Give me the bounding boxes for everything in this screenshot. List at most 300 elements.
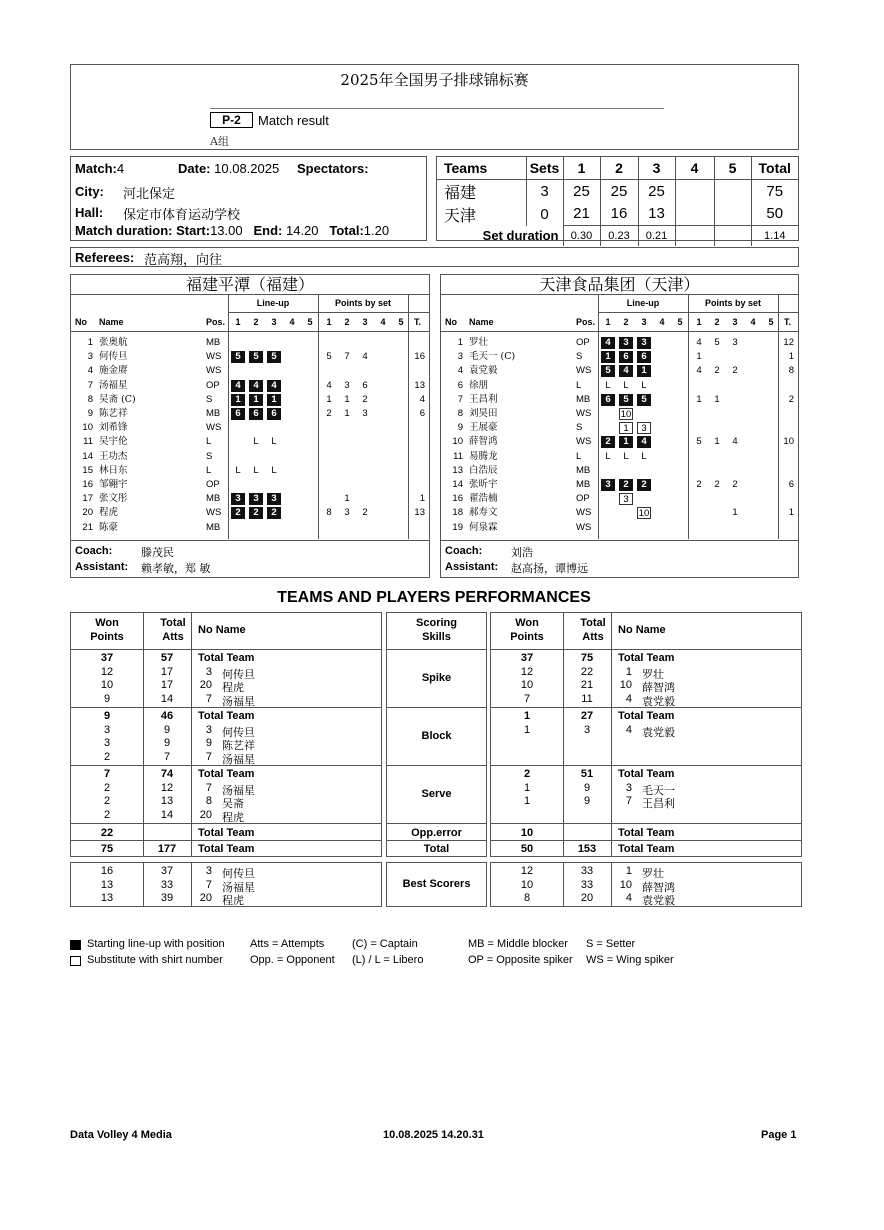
player-name: 程虎 [222, 894, 244, 907]
won-points: 13 [100, 878, 114, 891]
player-number: 20 [199, 892, 212, 904]
player-row [71, 492, 429, 506]
perf-right-box [490, 612, 802, 857]
set-points: 2 [362, 393, 368, 405]
match-number: 4 [116, 161, 125, 176]
set-points: 1 [732, 507, 738, 519]
player-name: 王功杰 [99, 450, 128, 462]
won-points: 12 [520, 665, 534, 678]
player-row [71, 421, 429, 435]
set-duration-1: 0.30 [563, 226, 600, 246]
best-left-box [70, 862, 382, 907]
header-divider [228, 312, 429, 313]
set-points: 1 [714, 393, 720, 405]
player-name: 程虎 [99, 507, 119, 519]
lineup-set-header: 5 [307, 317, 313, 327]
player-number: 3 [457, 351, 463, 363]
total-atts: 17 [160, 679, 174, 691]
skill-name: Spike [421, 672, 452, 684]
player-number: 10 [619, 878, 632, 891]
match-line [75, 161, 124, 176]
starting-position-box: 1 [637, 365, 651, 377]
player-position: WS [576, 436, 592, 448]
player-number: 14 [82, 450, 93, 462]
perf-header-divider [491, 649, 801, 650]
end-value: 14.20 [285, 223, 319, 238]
section-divider [71, 707, 381, 708]
player-row [441, 379, 798, 393]
player-number: 21 [82, 521, 93, 533]
set-points: 2 [362, 507, 368, 519]
won-points: 9 [103, 692, 111, 705]
player-name: 袁党毅 [469, 365, 498, 377]
coach-label: Coach: [75, 545, 113, 557]
total-atts: 11 [581, 692, 593, 705]
score-set1: 25 [563, 179, 600, 203]
set-duration-4 [675, 226, 714, 246]
col-header-name: Name [99, 317, 124, 327]
assistant-label: Assistant: [75, 561, 129, 573]
col-header-total: T. [784, 317, 792, 327]
player-number: 9 [457, 422, 463, 434]
lineup-set-header: 3 [641, 317, 647, 327]
player-number: 16 [452, 493, 463, 505]
set-points: 1 [344, 493, 350, 505]
referees-label: Referees: [75, 250, 135, 265]
player-name: 毛天一 (C) [469, 351, 516, 363]
date-label: Date: [178, 161, 211, 176]
starting-position-box: 4 [637, 436, 651, 448]
player-name: 何泉霖 [469, 521, 498, 533]
lineup-set-header: 4 [659, 317, 665, 327]
match-info-box [70, 156, 427, 241]
starting-position-box: 5 [231, 351, 245, 363]
player-position: MB [206, 493, 221, 505]
player-number: 3 [205, 723, 212, 736]
player-name: 施金赓 [99, 365, 128, 377]
player-position: OP [576, 493, 590, 505]
assistant-names: 赵高扬，谭博远 [511, 562, 588, 575]
total-atts: 37 [160, 865, 174, 877]
won-points: 75 [100, 843, 114, 855]
won-points: 3 [103, 737, 111, 749]
total-team-label: Total Team [198, 843, 255, 855]
col-header-pos: Pos. [206, 317, 226, 327]
player-position: WS [576, 521, 592, 533]
player-name: 薛智鸿 [642, 681, 675, 694]
lineup-set-header: 1 [235, 317, 241, 327]
points-set-header: 5 [398, 317, 404, 327]
player-row [441, 450, 798, 464]
total-atts: 21 [580, 679, 594, 691]
libero-mark: L [253, 436, 259, 448]
total-team-label: Total Team [198, 710, 255, 722]
set-points: 7 [344, 351, 350, 363]
section-divider [491, 840, 801, 841]
col-header-pos: Pos. [576, 317, 596, 327]
won-points: 7 [103, 768, 111, 780]
player-position: OP [206, 479, 220, 490]
player-position: WS [206, 351, 222, 363]
libero-mark: L [271, 464, 277, 476]
score-box [436, 156, 799, 241]
player-name: 翟浩楠 [469, 493, 498, 505]
starting-position-box: 2 [231, 507, 245, 519]
start-label: Start: [176, 223, 211, 238]
player-total-points: 1 [788, 507, 794, 519]
legend-item: Atts = Attempts [250, 938, 325, 950]
perf-divider [191, 863, 192, 906]
lineup-set-header: 4 [289, 317, 295, 327]
roster-header-divider [441, 331, 798, 332]
player-number: 3 [205, 865, 212, 877]
player-name: 何传旦 [222, 725, 255, 739]
perf-header: Won [515, 617, 539, 629]
score-set4 [675, 203, 714, 226]
set-points: 4 [362, 351, 368, 363]
legend-item: WS = Wing spiker [586, 954, 674, 966]
perf-header: Points [90, 631, 124, 643]
player-row [71, 393, 429, 407]
won-points: 37 [100, 652, 114, 664]
player-number: 10 [452, 436, 463, 448]
set-points: 1 [714, 436, 720, 448]
player-number: 9 [205, 737, 212, 749]
score-h-sets: Sets [526, 157, 563, 179]
total-atts: 20 [580, 892, 594, 904]
player-row [441, 421, 798, 435]
total-atts: 3 [583, 723, 591, 736]
skill-name: Block [421, 730, 452, 742]
player-number: 16 [82, 479, 93, 490]
team-b-box [440, 274, 799, 578]
score-h-5: 5 [714, 157, 751, 179]
player-row [441, 393, 798, 407]
player-name: 袁党毅 [642, 894, 675, 907]
player-position: MB [576, 479, 591, 490]
starting-position-box: 6 [231, 408, 245, 420]
score-h-4: 4 [675, 157, 714, 179]
set-points: 3 [732, 337, 738, 348]
player-name: 林日东 [99, 464, 128, 476]
won-points: 8 [523, 892, 531, 904]
player-position: WS [206, 507, 222, 519]
perf-left-box [70, 612, 382, 857]
won-points: 12 [520, 865, 534, 877]
footer-center: 10.08.2025 14.20.31 [383, 1129, 484, 1141]
score-h-3: 3 [638, 157, 675, 179]
player-number: 6 [457, 379, 463, 391]
starting-position-box: 2 [637, 479, 651, 491]
hall-value: 保定市体育运动学校 [123, 208, 241, 223]
score-set2: 25 [600, 179, 638, 203]
won-points: 10 [100, 679, 114, 691]
set-points: 8 [326, 507, 332, 519]
starting-position-box: 2 [619, 479, 633, 491]
total-atts: 9 [583, 781, 591, 794]
player-number: 4 [87, 365, 93, 377]
player-name: 汤福星 [222, 694, 255, 708]
perf-header: Points [510, 631, 544, 643]
player-total-points: 1 [419, 493, 425, 505]
set-points: 5 [714, 337, 720, 348]
player-name: 吴宇伦 [99, 436, 128, 448]
set-points: 3 [344, 379, 350, 391]
score-set2: 16 [600, 203, 638, 226]
total-atts: 9 [583, 795, 591, 807]
player-name: 罗壮 [469, 337, 489, 348]
legend-item: OP = Opposite spiker [468, 954, 573, 966]
points-set-header: 1 [326, 317, 332, 327]
won-points: 12 [100, 665, 114, 678]
date-line [178, 161, 279, 176]
legend-item: (C) = Captain [352, 938, 418, 950]
set-points: 5 [696, 436, 702, 448]
starting-position-box: 1 [267, 394, 281, 406]
player-number: 8 [205, 795, 212, 807]
player-position: MB [206, 408, 221, 419]
spectators-label: Spectators: [297, 161, 369, 176]
player-name: 薛智鸿 [469, 436, 498, 448]
won-points: 3 [103, 723, 111, 736]
player-row [71, 407, 429, 421]
player-number: 1 [625, 865, 632, 877]
score-set5 [714, 203, 751, 226]
player-name: 薛智鸿 [642, 880, 675, 894]
starting-position-box: 2 [601, 436, 615, 448]
set-points: 1 [344, 408, 350, 419]
player-name: 刘昊田 [469, 408, 498, 419]
total-atts: 46 [160, 710, 174, 722]
player-name: 何传旦 [99, 351, 128, 363]
total-atts: 33 [580, 865, 594, 877]
total-atts: 7 [163, 750, 171, 763]
player-number: 20 [199, 679, 212, 691]
player-number: 20 [199, 808, 212, 821]
set-points: 4 [696, 337, 702, 348]
player-number: 3 [625, 781, 632, 794]
section-divider [71, 823, 381, 824]
match-label: Match: [75, 161, 117, 176]
total-atts: 51 [580, 768, 594, 780]
player-row [441, 492, 798, 506]
starting-position-box: 3 [249, 493, 263, 505]
total-team-label: Total Team [618, 768, 675, 780]
starting-position-box: 6 [637, 351, 651, 363]
duration-label: Match duration: [75, 223, 173, 238]
libero-mark: L [641, 450, 647, 462]
player-row [71, 350, 429, 364]
set-duration-5 [714, 226, 751, 246]
player-number: 3 [87, 351, 93, 363]
player-total-points: 16 [414, 351, 425, 363]
set-points: 1 [696, 393, 702, 405]
player-total-points: 13 [414, 379, 425, 391]
player-position: MB [206, 337, 221, 348]
perf-header-noname: No Name [618, 624, 666, 636]
player-number: 8 [87, 393, 93, 405]
team-title: 福建平潭（福建） [71, 275, 429, 295]
player-total-points: 8 [788, 365, 794, 377]
total-atts: 9 [163, 723, 171, 736]
legend-item: Opp. = Opponent [250, 954, 335, 966]
points-header: Points by set [704, 298, 761, 308]
starting-position-box: 4 [619, 365, 633, 377]
substitute-number-box: 10 [638, 508, 650, 520]
score-set5 [714, 179, 751, 203]
total-team-label: Total Team [198, 768, 255, 780]
start-value: 13.00 [210, 223, 243, 238]
section-divider [491, 707, 801, 708]
set-duration-total: 1.14 [751, 226, 798, 246]
player-position: WS [576, 365, 592, 377]
player-row [71, 379, 429, 393]
starting-position-box: 6 [249, 408, 263, 420]
player-position: WS [576, 507, 592, 519]
player-name: 刘希锋 [99, 422, 128, 434]
won-points: 2 [103, 795, 111, 807]
player-name: 毛天一 [642, 783, 675, 797]
player-name: 程虎 [222, 681, 244, 694]
player-name: 袁党毅 [642, 725, 675, 739]
group-label: A组 [210, 135, 229, 148]
player-row [441, 521, 798, 535]
total-atts: 74 [160, 768, 174, 780]
player-name: 邹翱宇 [99, 479, 128, 490]
total-atts: 153 [577, 843, 597, 855]
points-set-header: 2 [344, 317, 350, 327]
player-total-points: 2 [788, 393, 794, 405]
section-divider [491, 765, 801, 766]
referees-value: 范高翔，向往 [144, 253, 223, 268]
player-total-points: 6 [419, 408, 425, 419]
total-atts: 33 [160, 878, 174, 891]
duration-line [75, 223, 389, 238]
set-duration-row [437, 226, 798, 246]
starting-position-box: 1 [249, 394, 263, 406]
won-points: 50 [520, 843, 534, 855]
player-row [441, 478, 798, 492]
player-number: 8 [457, 408, 463, 419]
player-row [441, 506, 798, 520]
points-set-header: 1 [696, 317, 702, 327]
player-total-points: 13 [414, 507, 425, 519]
player-row [71, 506, 429, 520]
total-team-label: Total Team [198, 827, 255, 839]
score-set3: 13 [638, 203, 675, 226]
total-label: Total: [329, 223, 364, 238]
player-number: 1 [457, 337, 463, 348]
best-skill-box [386, 862, 487, 907]
won-points: 16 [100, 865, 114, 877]
player-row [71, 450, 429, 464]
player-position: S [576, 351, 583, 363]
libero-mark: L [605, 450, 611, 462]
libero-mark: L [235, 464, 241, 476]
section-divider [71, 765, 381, 766]
best-right-box [490, 862, 802, 907]
player-name: 张昕宇 [469, 479, 498, 490]
set-points: 4 [732, 436, 738, 448]
total-atts: 27 [580, 710, 594, 722]
col-header-name: Name [469, 317, 494, 327]
total-team-label: Total Team [618, 652, 675, 664]
header-divider [598, 312, 798, 313]
player-position: L [206, 464, 212, 476]
player-row [71, 464, 429, 478]
skill-name: Best Scorers [402, 878, 471, 890]
player-position: OP [576, 337, 590, 348]
starting-position-box: 3 [637, 337, 651, 349]
libero-mark: L [623, 450, 629, 462]
points-set-header: 4 [380, 317, 386, 327]
total-atts: 33 [580, 878, 594, 891]
player-position: L [206, 436, 212, 448]
lineup-set-header: 2 [623, 317, 629, 327]
skill-header: Skills [422, 631, 451, 643]
starting-position-box: 2 [267, 507, 281, 519]
player-number: 20 [82, 507, 93, 519]
player-name: 吴斋 [222, 797, 244, 810]
player-name: 程虎 [222, 810, 244, 824]
performances-title: TEAMS AND PLAYERS PERFORMANCES [277, 589, 591, 606]
player-position: L [576, 450, 582, 462]
total-atts: 14 [160, 692, 174, 705]
starting-position-box: 1 [619, 436, 633, 448]
won-points: 2 [103, 808, 111, 821]
section-divider [491, 823, 801, 824]
won-points: 37 [520, 652, 534, 664]
player-number: 19 [452, 521, 463, 533]
player-name: 张文彤 [99, 493, 128, 505]
won-points: 9 [103, 710, 111, 722]
libero-mark: L [253, 464, 259, 476]
player-total-points: 1 [788, 351, 794, 363]
set-points: 2 [326, 408, 332, 419]
perf-header: Atts [162, 631, 184, 643]
won-points: 1 [523, 710, 531, 722]
legend-item: Substitute with shirt number [87, 954, 223, 966]
score-h-2: 2 [600, 157, 638, 179]
player-row [71, 435, 429, 449]
perf-header: Total [160, 617, 186, 629]
section-divider [387, 840, 486, 841]
col-header-no: No [75, 317, 87, 327]
player-row [441, 364, 798, 378]
score-team-name: 天津 [437, 203, 526, 226]
starting-position-box: 4 [231, 380, 245, 392]
starting-position-box: 2 [249, 507, 263, 519]
city-value: 河北保定 [123, 187, 176, 202]
legend-item: MB = Middle blocker [468, 938, 568, 950]
starting-position-box: 5 [267, 351, 281, 363]
player-number: 4 [625, 723, 632, 736]
player-name: 徐朋 [469, 379, 489, 391]
player-position: S [206, 450, 213, 462]
perf-header-noname: No Name [198, 624, 246, 636]
score-sets: 0 [526, 203, 563, 226]
header-box [70, 64, 799, 150]
player-name: 陈艺祥 [222, 739, 255, 752]
skill-name: Opp.error [411, 827, 462, 839]
starting-position-box: 1 [231, 394, 245, 406]
doc-name: Match result [258, 113, 329, 128]
player-name: 汤福星 [99, 379, 128, 391]
player-row [441, 350, 798, 364]
perf-divider [611, 863, 612, 906]
set-points: 3 [344, 507, 350, 519]
starting-position-box: 5 [601, 365, 615, 377]
